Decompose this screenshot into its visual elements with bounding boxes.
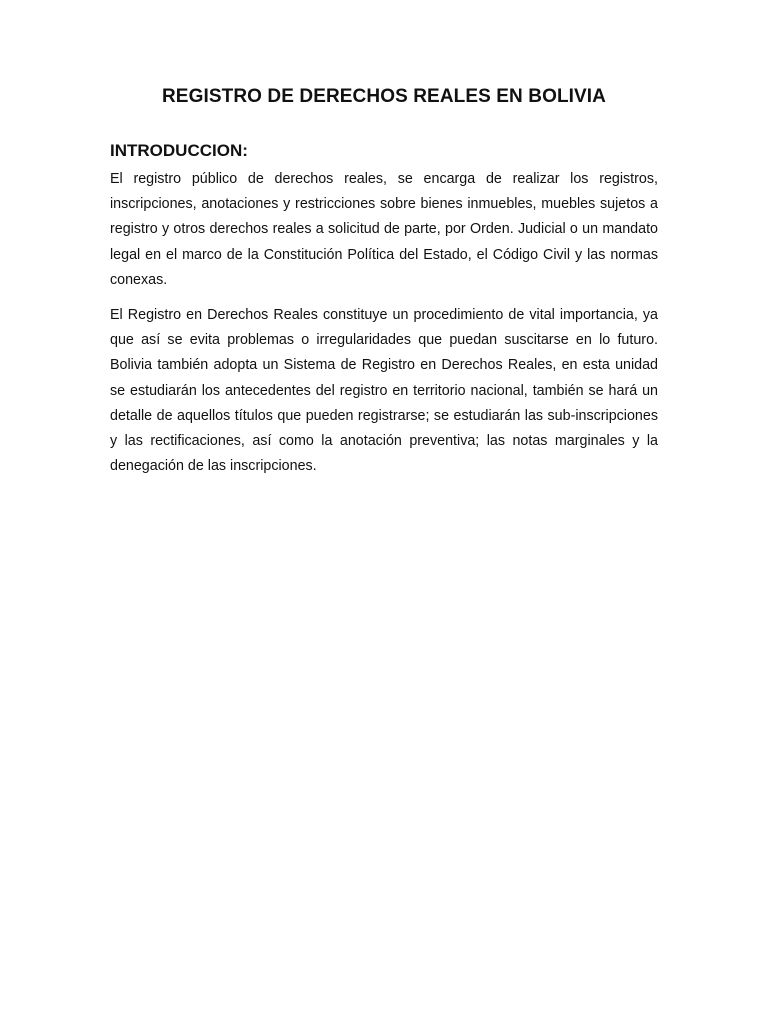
paragraph-2: El Registro en Derechos Reales constituye un procedimiento de vital importancia, ya que así se evita problemas o irregularidades que puedan suscitarse en lo futuro. Bolivia también adopta un Sistema de Registro en Derechos Reales, en esta unidad se estudiarán los antecedentes del registro en territorio nacional, también se hará un detalle de aquellos títulos que pueden registrarse; se estudiarán las sub-inscripciones y las rectificaciones, así como la anotación preventiva; las notas marginales y la denegación de las inscripciones. xyxy=(110,307,658,475)
paragraph-1: El registro público de derechos reales, se encarga de realizar los registros, inscripciones, anotaciones y restricciones sobre bienes inmuebles, muebles sujetos a registro y otros derechos reales a solicitud de parte, por Orden. Judicial o un mandato legal en el marco de la Constitución Política del Estado, el Código Civil y las normas conexas. xyxy=(110,171,658,288)
document-title: REGISTRO DE DERECHOS REALES EN BOLIVIA xyxy=(161,86,607,107)
section-heading-introduccion: INTRODUCCION: xyxy=(110,141,248,160)
